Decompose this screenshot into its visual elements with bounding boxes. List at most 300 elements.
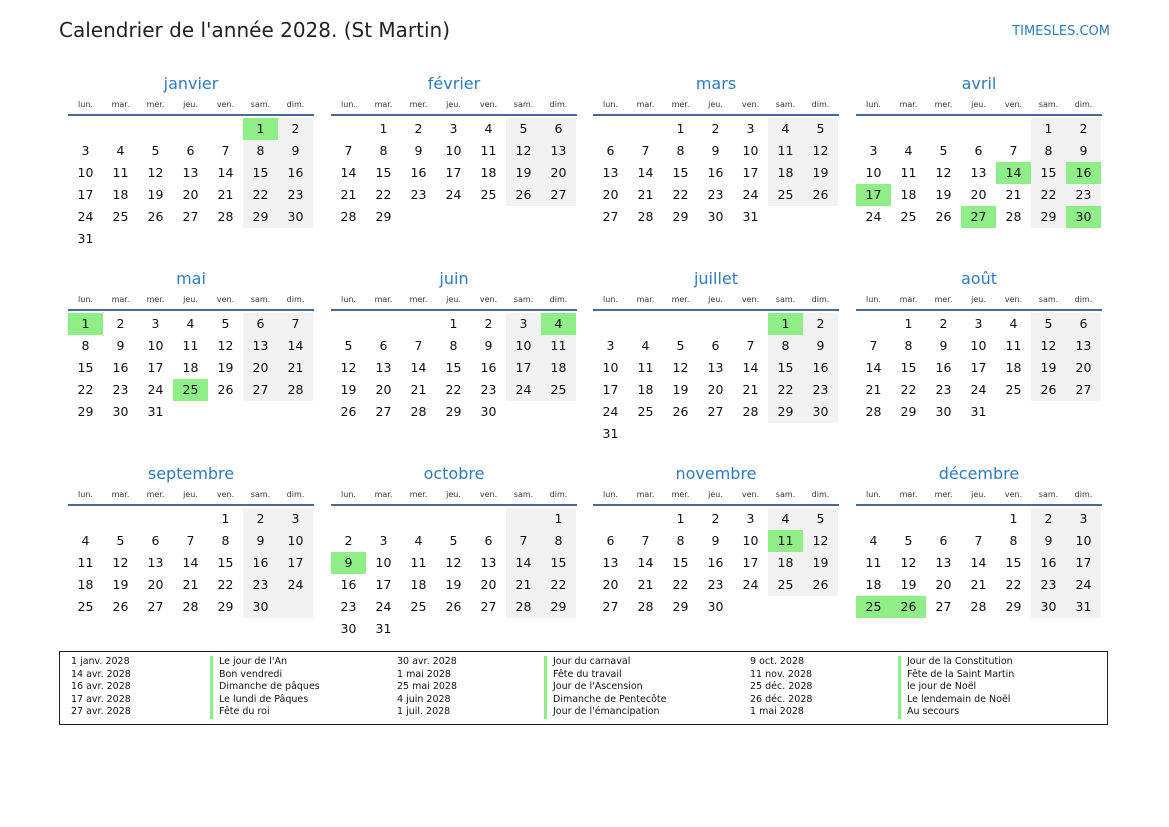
day-cell: 18 — [637, 382, 654, 397]
week-row — [68, 206, 313, 228]
day-cell: 6 — [1079, 316, 1088, 331]
day-cell: 11 — [550, 338, 567, 353]
day-cell: 26 — [445, 599, 462, 614]
weekday-label: lun. — [603, 490, 618, 499]
weekday-label: ven. — [741, 490, 760, 499]
day-cell: 5 — [151, 143, 160, 158]
day-cell: 18 — [777, 165, 794, 180]
brand-link[interactable]: TIMESLES.COM — [1012, 24, 1110, 39]
week-row — [856, 530, 1101, 552]
empty-cell — [103, 118, 138, 140]
legend-holiday-name: Fête du travail — [544, 669, 622, 682]
day-cell: 13 — [252, 338, 269, 353]
day-cell: 15 — [777, 360, 794, 375]
day-cell: 15 — [375, 165, 392, 180]
day-cell: 19 — [1040, 360, 1057, 375]
weekday-label: dim. — [286, 490, 305, 499]
day-cell: 6 — [554, 121, 563, 136]
day-cell: 30 — [340, 621, 357, 636]
day-cell: 29 — [252, 209, 269, 224]
day-cell: 3 — [291, 511, 300, 526]
legend-date: 1 mai 2028 — [397, 668, 451, 680]
day-cell: 7 — [1009, 143, 1018, 158]
weekday-label: sam. — [513, 295, 534, 304]
weekday-label: dim. — [549, 295, 568, 304]
weekday-label: jeu. — [708, 100, 723, 109]
empty-cell — [103, 228, 138, 250]
week-row — [331, 379, 576, 401]
day-cell: 5 — [939, 143, 948, 158]
legend-holiday-name: Jour de l'Ascension — [544, 681, 643, 694]
week-row — [331, 618, 576, 640]
legend-holiday-name: Jour du carnaval — [544, 656, 630, 669]
week-row — [856, 335, 1101, 357]
day-cell: 22 — [777, 382, 794, 397]
empty-cell — [506, 206, 541, 228]
day-cell: 17 — [602, 382, 619, 397]
day-grid — [593, 508, 838, 618]
weekday-label: mer. — [146, 490, 165, 499]
empty-cell — [278, 596, 313, 618]
day-cell: 26 — [812, 187, 829, 202]
day-cell: 16 — [287, 165, 304, 180]
day-cell: 30 — [812, 404, 829, 419]
day-cell: 4 — [116, 143, 125, 158]
day-cell: 7 — [414, 338, 423, 353]
day-cell: 28 — [217, 209, 234, 224]
day-cell: 16 — [480, 360, 497, 375]
day-cell: 12 — [147, 165, 164, 180]
week-row — [68, 401, 313, 423]
empty-cell — [1066, 401, 1101, 423]
legend-date: 4 juin 2028 — [397, 693, 451, 705]
day-cell: 31 — [602, 426, 619, 441]
day-cell: 1 — [221, 511, 230, 526]
day-cell: 23 — [707, 187, 724, 202]
day-cell: 21 — [1005, 187, 1022, 202]
day-cell: 2 — [291, 121, 300, 136]
month-7 — [856, 267, 1102, 423]
weekday-label: mer. — [934, 490, 953, 499]
week-row — [856, 313, 1101, 335]
day-grid — [856, 508, 1101, 618]
empty-cell — [768, 423, 803, 445]
weekday-label: ven. — [216, 295, 235, 304]
day-cell: 26 — [935, 209, 952, 224]
month-4 — [68, 267, 314, 423]
day-cell: 20 — [602, 187, 619, 202]
empty-cell — [698, 313, 733, 335]
legend-date: 26 déc. 2028 — [750, 693, 813, 705]
day-cell: 23 — [112, 382, 129, 397]
empty-cell — [471, 618, 506, 640]
empty-cell — [331, 313, 366, 335]
weekday-label: mer. — [671, 100, 690, 109]
day-cell: 8 — [554, 533, 563, 548]
day-cell: 4 — [781, 121, 790, 136]
empty-cell — [541, 401, 576, 423]
weekday-label: ven. — [479, 490, 498, 499]
day-cell: 17 — [515, 360, 532, 375]
empty-cell — [926, 508, 961, 530]
day-cell: 14 — [515, 555, 532, 570]
day-cell: 10 — [515, 338, 532, 353]
day-cell: 10 — [375, 555, 392, 570]
holiday-day-cell: 1 — [243, 118, 278, 140]
day-cell: 31 — [375, 621, 392, 636]
day-cell: 24 — [77, 209, 94, 224]
weekday-label: ven. — [479, 295, 498, 304]
month-name: novembre — [675, 464, 757, 483]
weekday-label: sam. — [250, 100, 271, 109]
day-cell: 17 — [147, 360, 164, 375]
week-row — [593, 184, 838, 206]
empty-cell — [733, 313, 768, 335]
empty-cell — [891, 118, 926, 140]
day-cell: 18 — [777, 555, 794, 570]
week-row — [856, 162, 1101, 184]
day-cell: 21 — [410, 382, 427, 397]
empty-cell — [628, 508, 663, 530]
empty-cell — [138, 118, 173, 140]
day-cell: 22 — [77, 382, 94, 397]
day-cell: 2 — [711, 121, 720, 136]
weekday-label: mar. — [374, 100, 393, 109]
day-cell: 5 — [519, 121, 528, 136]
day-cell: 1 — [379, 121, 388, 136]
week-row — [856, 401, 1101, 423]
day-grid — [68, 313, 313, 423]
day-cell: 28 — [410, 404, 427, 419]
legend-date: 1 mai 2028 — [750, 706, 804, 718]
weekday-label: mar. — [374, 295, 393, 304]
holiday-day-cell: 14 — [996, 162, 1031, 184]
day-cell: 30 — [935, 404, 952, 419]
weekday-label: sam. — [1038, 490, 1059, 499]
month-name: juin — [439, 269, 469, 288]
day-cell: 10 — [970, 338, 987, 353]
day-cell: 3 — [449, 121, 458, 136]
weekday-label: lun. — [341, 100, 356, 109]
day-cell: 20 — [480, 577, 497, 592]
week-row — [593, 118, 838, 140]
empty-cell — [541, 618, 576, 640]
day-cell: 5 — [816, 511, 825, 526]
day-cell: 17 — [375, 577, 392, 592]
day-cell: 26 — [1040, 382, 1057, 397]
day-cell: 3 — [151, 316, 160, 331]
empty-cell — [331, 508, 366, 530]
legend-holiday-name: le jour de Noël — [898, 681, 976, 694]
weekday-label: mar. — [636, 490, 655, 499]
week-row — [593, 401, 838, 423]
day-cell: 9 — [484, 338, 493, 353]
weekday-label: dim. — [1074, 295, 1093, 304]
holiday-day-cell: 25 — [856, 596, 891, 618]
day-cell: 25 — [637, 404, 654, 419]
empty-cell — [436, 508, 471, 530]
day-cell: 28 — [637, 599, 654, 614]
day-cell: 24 — [865, 209, 882, 224]
day-cell: 12 — [672, 360, 689, 375]
day-cell: 8 — [449, 338, 458, 353]
day-cell: 4 — [869, 533, 878, 548]
holiday-day-cell: 16 — [1066, 162, 1101, 184]
day-cell: 7 — [869, 338, 878, 353]
day-cell: 18 — [112, 187, 129, 202]
empty-cell — [208, 401, 243, 423]
weekday-label: jeu. — [971, 100, 986, 109]
empty-cell — [593, 508, 628, 530]
empty-cell — [593, 118, 628, 140]
weekday-label: mar. — [636, 100, 655, 109]
day-cell: 30 — [252, 599, 269, 614]
day-cell: 11 — [777, 143, 794, 158]
day-cell: 11 — [865, 555, 882, 570]
weekday-label: lun. — [78, 295, 93, 304]
day-cell: 27 — [935, 599, 952, 614]
weekday-label: ven. — [479, 100, 498, 109]
weekday-label: mar. — [111, 295, 130, 304]
month-2 — [593, 72, 839, 228]
day-grid — [331, 118, 576, 228]
week-row — [331, 596, 576, 618]
weekday-label: jeu. — [971, 295, 986, 304]
weekday-label: lun. — [78, 100, 93, 109]
weekday-label: ven. — [216, 100, 235, 109]
day-cell: 24 — [375, 599, 392, 614]
holiday-day-cell: 1 — [768, 313, 803, 335]
weekday-label: sam. — [513, 100, 534, 109]
empty-cell — [331, 118, 366, 140]
week-row — [593, 140, 838, 162]
day-cell: 14 — [637, 555, 654, 570]
empty-cell — [768, 596, 803, 618]
legend-holiday-name: Le lendemain de Noël — [898, 694, 1010, 707]
day-cell: 21 — [637, 577, 654, 592]
day-cell: 14 — [340, 165, 357, 180]
week-row — [68, 184, 313, 206]
day-cell: 16 — [252, 555, 269, 570]
weekday-label: lun. — [603, 100, 618, 109]
weekday-label: mer. — [146, 295, 165, 304]
empty-cell — [243, 228, 278, 250]
empty-cell — [68, 508, 103, 530]
empty-cell — [173, 118, 208, 140]
day-cell: 18 — [900, 187, 917, 202]
day-cell: 27 — [602, 599, 619, 614]
day-cell: 8 — [1044, 143, 1053, 158]
day-cell: 16 — [410, 165, 427, 180]
day-cell: 27 — [480, 599, 497, 614]
day-cell: 19 — [147, 187, 164, 202]
day-cell: 29 — [1040, 209, 1057, 224]
day-cell: 2 — [344, 533, 353, 548]
day-cell: 29 — [672, 209, 689, 224]
month-10 — [593, 462, 839, 618]
week-row — [68, 140, 313, 162]
weekday-label: dim. — [286, 100, 305, 109]
legend-date: 1 juil. 2028 — [397, 706, 451, 718]
day-cell: 1 — [554, 511, 563, 526]
weekday-label: mar. — [111, 100, 130, 109]
day-cell: 27 — [182, 209, 199, 224]
day-cell: 15 — [900, 360, 917, 375]
day-cell: 22 — [217, 577, 234, 592]
holiday-day-cell: 9 — [331, 552, 366, 574]
day-cell: 2 — [484, 316, 493, 331]
day-cell: 23 — [480, 382, 497, 397]
empty-cell — [471, 206, 506, 228]
day-cell: 6 — [484, 533, 493, 548]
day-cell: 7 — [641, 533, 650, 548]
day-grid — [68, 508, 313, 618]
day-cell: 28 — [865, 404, 882, 419]
legend-holiday-name: Bon vendredi — [210, 669, 282, 682]
day-cell: 19 — [900, 577, 917, 592]
day-cell: 14 — [217, 165, 234, 180]
month-0 — [68, 72, 314, 250]
day-cell: 7 — [519, 533, 528, 548]
day-cell: 29 — [77, 404, 94, 419]
day-cell: 25 — [1005, 382, 1022, 397]
day-cell: 22 — [672, 187, 689, 202]
day-cell: 11 — [112, 165, 129, 180]
week-row — [856, 184, 1101, 206]
month-5 — [331, 267, 577, 423]
empty-cell — [733, 423, 768, 445]
month-name: février — [427, 74, 481, 93]
weekday-header — [856, 486, 1102, 506]
holiday-legend — [59, 651, 1108, 725]
weekday-header — [593, 486, 839, 506]
day-cell: 1 — [1044, 121, 1053, 136]
day-cell: 13 — [1075, 338, 1092, 353]
day-cell: 9 — [414, 143, 423, 158]
weekday-label: jeu. — [183, 490, 198, 499]
day-cell: 10 — [865, 165, 882, 180]
day-cell: 30 — [1040, 599, 1057, 614]
day-cell: 10 — [287, 533, 304, 548]
day-grid — [593, 118, 838, 228]
day-cell: 22 — [1005, 577, 1022, 592]
day-cell: 13 — [602, 165, 619, 180]
day-cell: 16 — [340, 577, 357, 592]
weekday-label: sam. — [775, 295, 796, 304]
day-cell: 16 — [935, 360, 952, 375]
day-cell: 2 — [414, 121, 423, 136]
week-row — [331, 206, 576, 228]
weekday-label: sam. — [250, 490, 271, 499]
day-cell: 13 — [147, 555, 164, 570]
weekday-label: dim. — [1074, 490, 1093, 499]
day-cell: 21 — [182, 577, 199, 592]
day-cell: 24 — [1075, 577, 1092, 592]
day-cell: 30 — [287, 209, 304, 224]
day-cell: 3 — [869, 143, 878, 158]
week-row — [593, 335, 838, 357]
weekday-label: ven. — [1004, 490, 1023, 499]
legend-date: 1 janv. 2028 — [71, 656, 130, 667]
day-cell: 23 — [1075, 187, 1092, 202]
day-cell: 4 — [781, 511, 790, 526]
day-cell: 3 — [746, 121, 755, 136]
day-cell: 6 — [379, 338, 388, 353]
day-cell: 12 — [217, 338, 234, 353]
day-cell: 31 — [742, 209, 759, 224]
weekday-label: ven. — [741, 295, 760, 304]
day-cell: 4 — [641, 338, 650, 353]
day-cell: 25 — [77, 599, 94, 614]
month-9 — [331, 462, 577, 640]
day-cell: 15 — [445, 360, 462, 375]
empty-cell — [698, 423, 733, 445]
weekday-label: ven. — [216, 490, 235, 499]
empty-cell — [436, 618, 471, 640]
day-cell: 7 — [641, 143, 650, 158]
day-cell: 7 — [746, 338, 755, 353]
day-cell: 6 — [606, 143, 615, 158]
weekday-label: mer. — [146, 100, 165, 109]
weekday-label: mer. — [671, 490, 690, 499]
day-cell: 27 — [550, 187, 567, 202]
day-cell: 2 — [816, 316, 825, 331]
day-cell: 19 — [445, 577, 462, 592]
day-cell: 23 — [1040, 577, 1057, 592]
weekday-label: lun. — [866, 295, 881, 304]
day-cell: 18 — [1005, 360, 1022, 375]
day-cell: 25 — [112, 209, 129, 224]
legend-date: 9 oct. 2028 — [750, 656, 805, 667]
day-cell: 5 — [1044, 316, 1053, 331]
week-row — [68, 313, 313, 335]
weekday-label: sam. — [1038, 295, 1059, 304]
day-cell: 29 — [550, 599, 567, 614]
day-cell: 8 — [379, 143, 388, 158]
day-cell: 3 — [606, 338, 615, 353]
day-cell: 11 — [410, 555, 427, 570]
week-row — [856, 596, 1101, 618]
month-name: octobre — [423, 464, 485, 483]
day-cell: 30 — [112, 404, 129, 419]
empty-cell — [243, 401, 278, 423]
empty-cell — [173, 508, 208, 530]
day-cell: 15 — [77, 360, 94, 375]
day-cell: 12 — [812, 143, 829, 158]
empty-cell — [856, 508, 891, 530]
week-row — [68, 118, 313, 140]
weekday-label: jeu. — [708, 295, 723, 304]
weekday-label: jeu. — [971, 490, 986, 499]
day-cell: 19 — [812, 555, 829, 570]
day-cell: 14 — [970, 555, 987, 570]
weekday-header — [331, 96, 577, 116]
holiday-day-cell: 26 — [891, 596, 926, 618]
day-cell: 12 — [900, 555, 917, 570]
day-cell: 14 — [742, 360, 759, 375]
day-cell: 3 — [974, 316, 983, 331]
day-cell: 29 — [445, 404, 462, 419]
weekday-label: mer. — [671, 295, 690, 304]
weekday-label: jeu. — [708, 490, 723, 499]
day-cell: 12 — [340, 360, 357, 375]
day-cell: 9 — [711, 143, 720, 158]
day-cell: 20 — [147, 577, 164, 592]
day-cell: 11 — [182, 338, 199, 353]
day-cell: 13 — [480, 555, 497, 570]
empty-cell — [1031, 401, 1066, 423]
day-cell: 25 — [777, 187, 794, 202]
